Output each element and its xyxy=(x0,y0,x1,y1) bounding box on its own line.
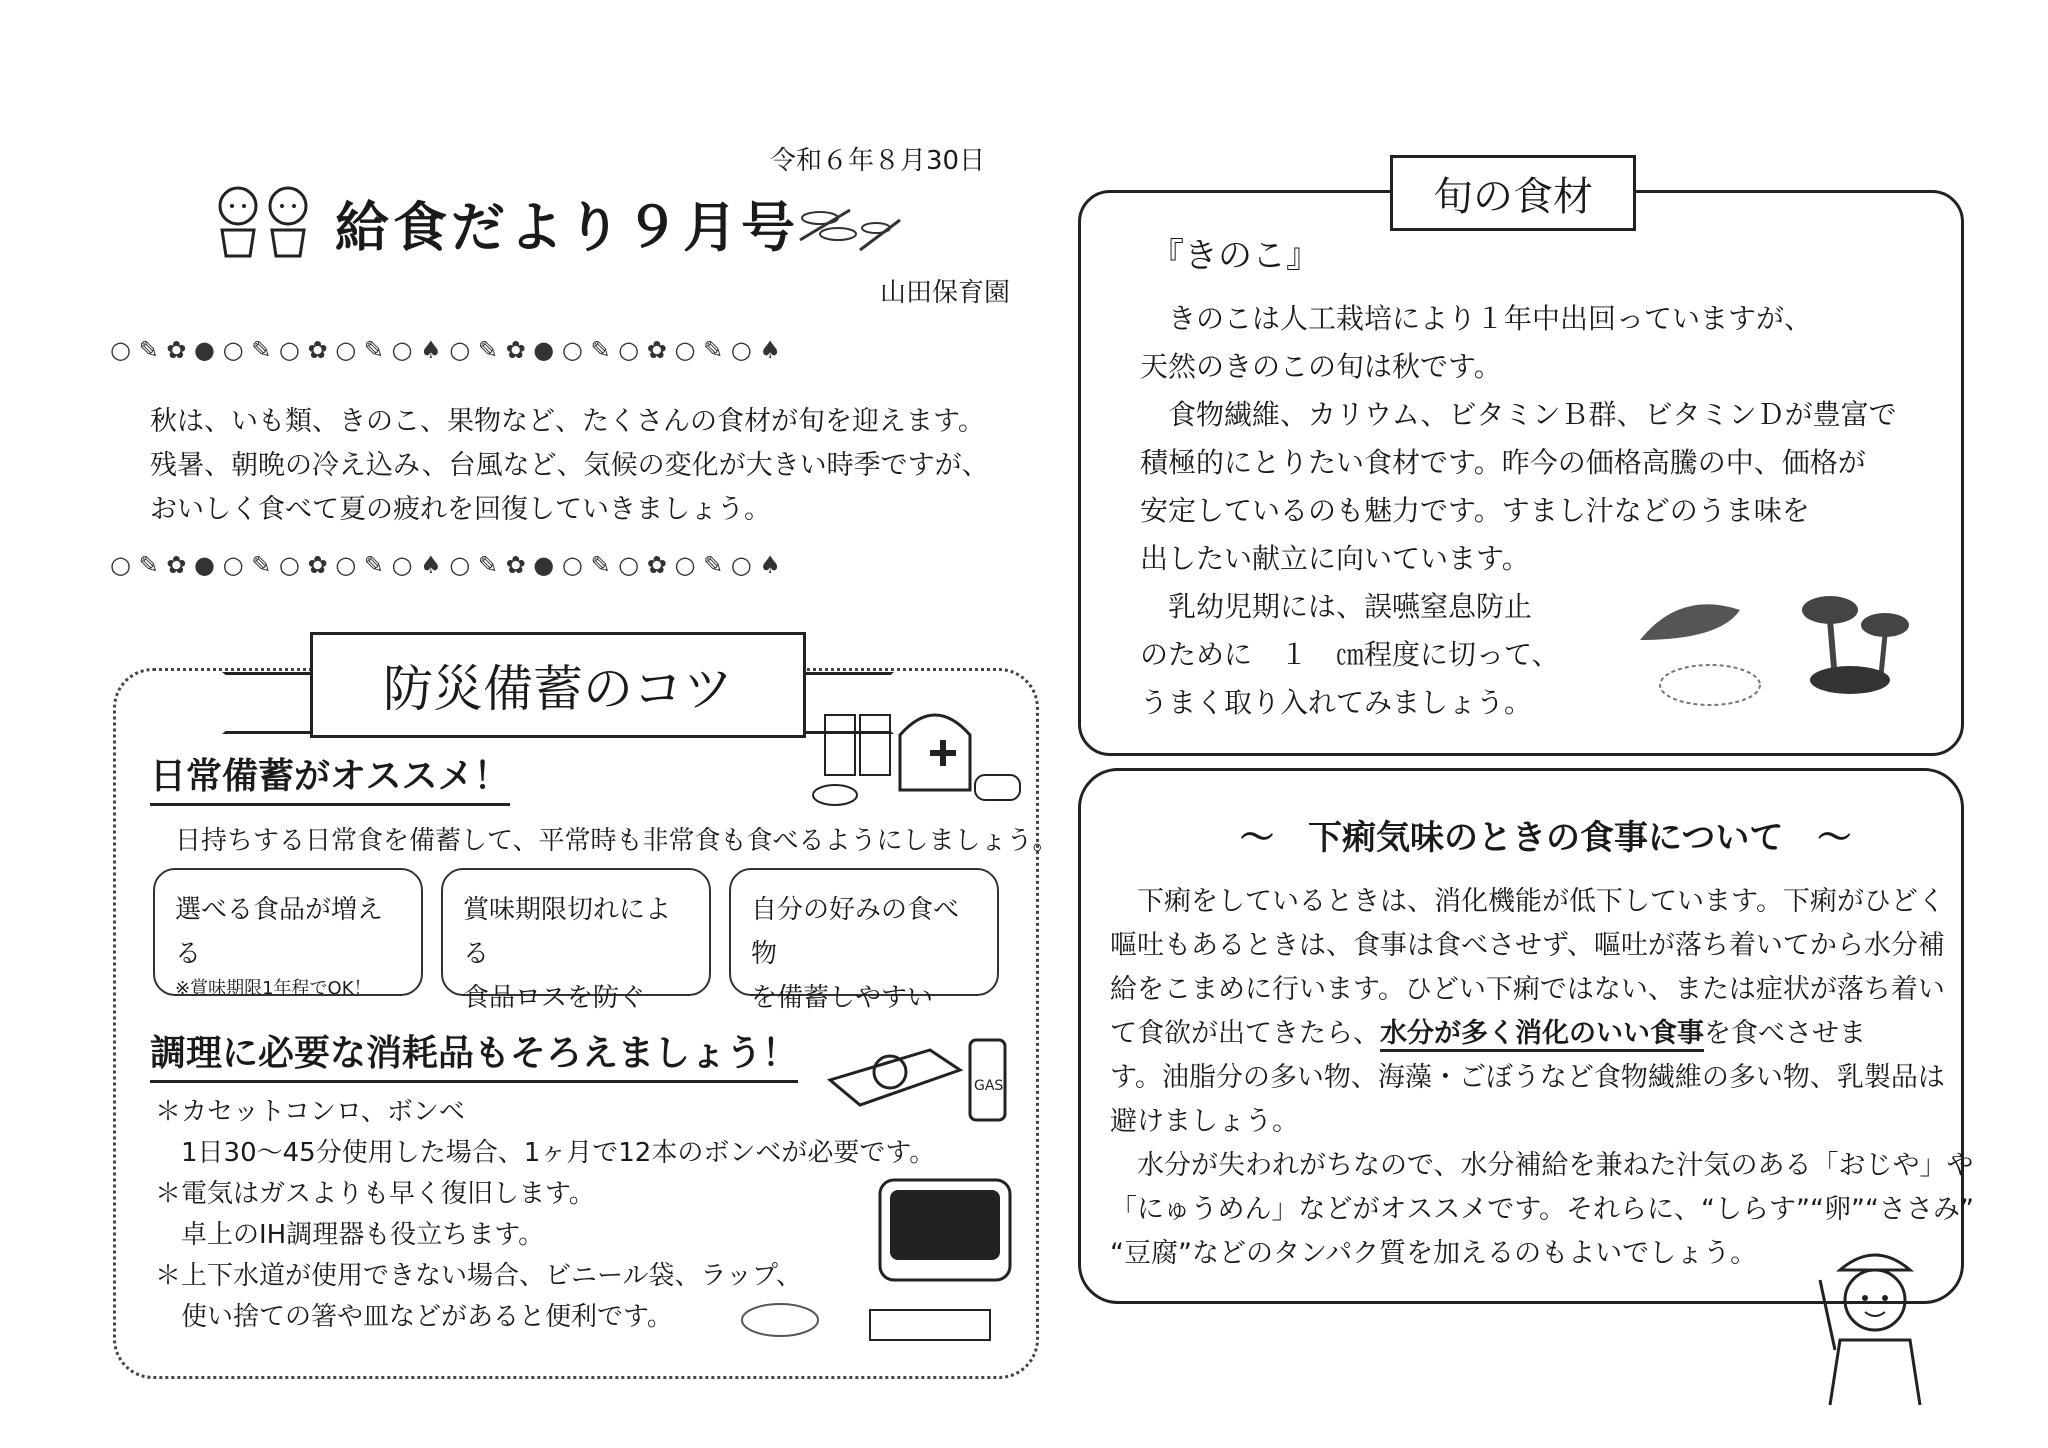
emergency-kit-illustration xyxy=(805,695,1025,815)
benefit-text: 選べる食品が増える xyxy=(175,895,384,969)
geri-line: す。油脂分の多い物、海藻・ごぼうなど食物繊維の多い物、乳製品は xyxy=(1110,1062,1945,1093)
svg-text:GAS: GAS xyxy=(974,1078,1004,1094)
bousai-banner: 防災備蓄のコツ xyxy=(310,632,806,738)
kinoko-line: 安定しているのも魅力です。すまし汁などのうま味を xyxy=(1140,494,1810,527)
school-name: 山田保育園 xyxy=(880,278,1011,308)
kinoko-line: うまく取り入れてみましょう。 xyxy=(1140,686,1533,719)
geri-line: 「にゅうめん」などがオススメです。それらに、“しらす”“卵”“ささみ” xyxy=(1110,1194,1974,1225)
supplies-line: ＊上下水道が使用できない場合、ビニール袋、ラップ、 xyxy=(155,1261,802,1291)
newsletter-title: 給食だより９月号 xyxy=(335,196,799,259)
supplies-line: ＊電気はガスよりも早く復旧します。 xyxy=(155,1179,595,1209)
kinoko-line: 出したい献立に向いています。 xyxy=(1140,542,1530,575)
benefit-text: 自分の好みの食べ物 xyxy=(751,895,960,969)
cook-illustration xyxy=(1800,1240,1950,1410)
geri-line: 嘔吐もあるときは、食事は食べさせず、嘔吐が落ち着いてから水分補 xyxy=(1110,930,1945,961)
geri-line: 避けましょう。 xyxy=(1110,1106,1299,1137)
geri-line: 下痢をしているときは、消化機能が低下しています。下痢がひどく xyxy=(1110,886,1945,917)
geri-line xyxy=(1110,1012,1974,1056)
kinoko-line: きのこは人工栽培により１年中出回っていますが、 xyxy=(1140,302,1813,335)
geri-line: 給をこまめに行います。ひどい下痢ではない、または症状が落ち着い xyxy=(1110,974,1945,1005)
geri-title: ～ 下痢気味のときの食事について ～ xyxy=(1240,818,1852,858)
heading-supplies: 調理に必要な消耗品もそろえましょう！ xyxy=(150,1025,798,1083)
kinoko-line: のために １ ㎝程度に切って、 xyxy=(1140,638,1560,671)
kinoko-line: 積極的にとりたい食材です。昨今の価格高騰の中、価格が xyxy=(1140,446,1866,479)
geri-text-segment: を食べさせま xyxy=(1704,1018,1866,1049)
heading-daily-stockpile: 日常備蓄がオススメ！ xyxy=(150,748,510,806)
stockpile-description: 日持ちする日常食を備蓄して、平常時も非常食も食べるようにしましょう。 xyxy=(175,826,1059,856)
mushroom-illustration xyxy=(1630,570,1930,720)
supplies-line: 使い捨ての箸や皿などがあると便利です。 xyxy=(155,1302,673,1332)
decorative-border-top xyxy=(110,330,1000,370)
benefit-text: 賞味期限切れによる xyxy=(463,895,672,969)
benefit-text: 食品ロスを防ぐ xyxy=(463,983,646,1013)
geri-line: “豆腐”などのタンパク質を加えるのもよいでしょう。 xyxy=(1110,1238,1758,1269)
children-illustration xyxy=(210,180,320,260)
kinoko-subtitle: 『きのこ』 xyxy=(1150,236,1320,276)
shun-banner: 旬の食材 xyxy=(1390,155,1636,231)
geri-line: 水分が失われがちなので、水分補給を兼ねた汁気のある「おじや」や xyxy=(1110,1150,1974,1181)
benefit-text: を備蓄しやすい xyxy=(751,983,934,1013)
kinoko-line: 食物繊維、カリウム、ビタミンＢ群、ビタミンＤが豊富で xyxy=(1140,398,1897,431)
supplies-line: 卓上のIH調理器も役立ちます。 xyxy=(155,1220,545,1250)
issue-date: 令和６年８月30日 xyxy=(770,146,986,176)
decorative-border-bottom xyxy=(110,545,1000,585)
benefit-note: ※賞味期限1年程でOK！ xyxy=(175,978,372,999)
dragonfly-icon xyxy=(790,190,910,260)
benefit-box xyxy=(441,868,711,1013)
benefit-box xyxy=(153,868,423,999)
supplies-line: 1日30～45分使用した場合、1ヶ月で12本のボンベが必要です。 xyxy=(155,1138,936,1168)
decorative-pattern: ○ ✎ ✿ ● ○ ✎ ○ ✿ ○ ✎ ○ ♠ ○ ✎ ✿ ● ○ ✎ ○ ✿ ○ ✎ ○ ♠ xyxy=(110,336,781,364)
benefit-box xyxy=(729,868,999,1013)
geri-text-segment: て食欲が出てきたら、 xyxy=(1110,1018,1380,1049)
kinoko-line: 乳幼児期には、誤嚥窒息防止 xyxy=(1140,590,1533,623)
emphasis-underline: 水分が多く消化のいい食事 xyxy=(1380,1018,1704,1052)
ih-cooker-illustration xyxy=(740,1170,1020,1360)
supplies-line: ＊カセットコンロ、ボンベ xyxy=(155,1097,465,1127)
geri-body xyxy=(1110,880,1974,1276)
kinoko-line: 天然のきのこの旬は秋です。 xyxy=(1140,350,1502,383)
intro-paragraph: 秋は、いも類、きのこ、果物など、たくさんの食材が旬を迎えます。残暑、朝晩の冷え込み、台風など、気候の変化が大きい時季ですが、おいしく食べて夏の疲れを回復していきましょう。 xyxy=(150,406,989,525)
decorative-pattern: ○ ✎ ✿ ● ○ ✎ ○ ✿ ○ ✎ ○ ♠ ○ ✎ ✿ ● ○ ✎ ○ ✿ ○ ✎ ○ ♠ xyxy=(110,551,781,579)
